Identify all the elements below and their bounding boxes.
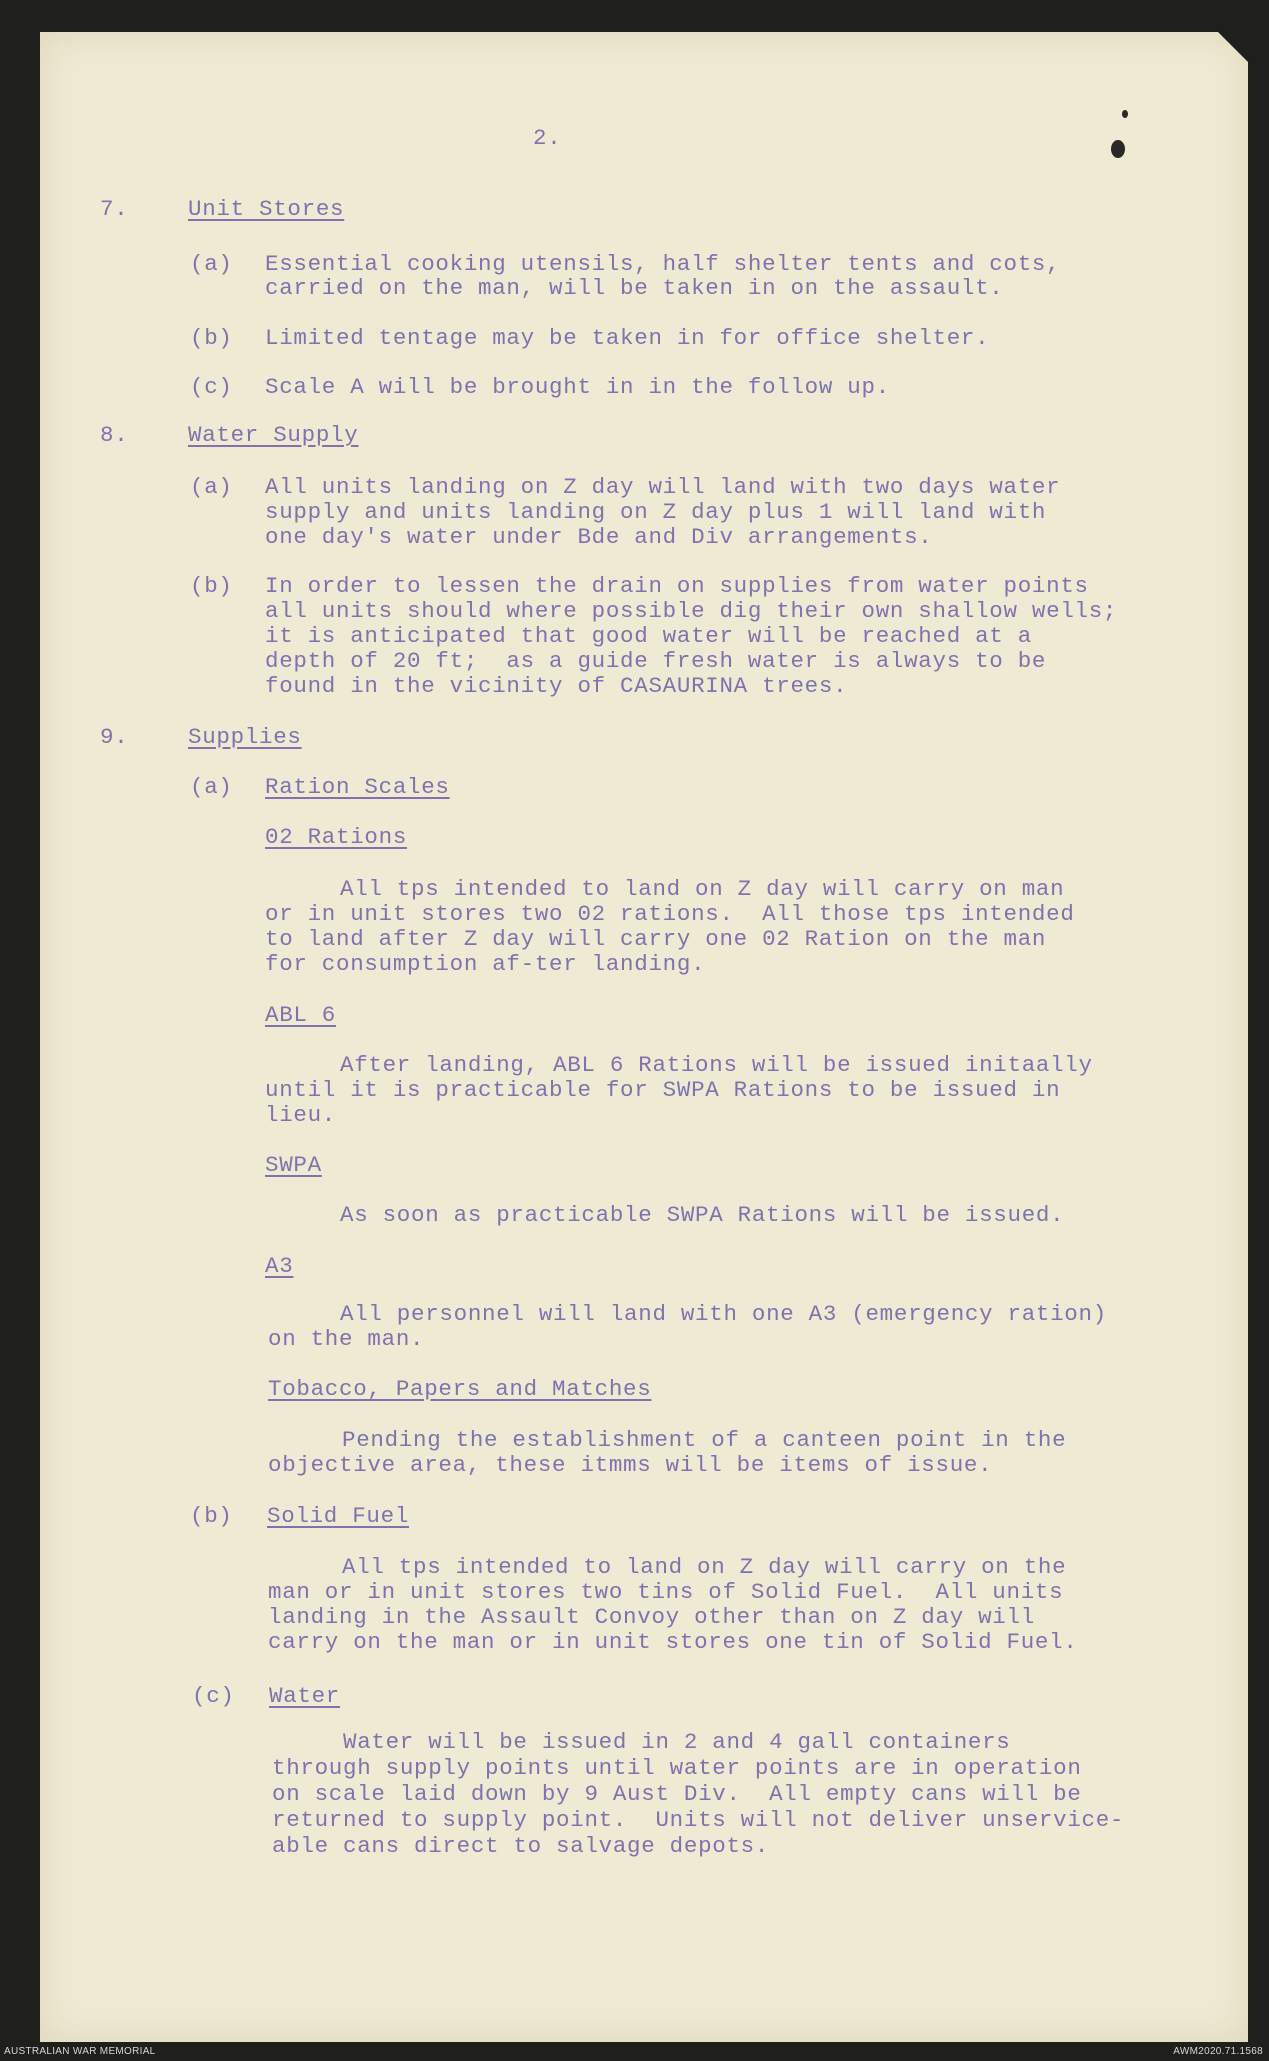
- s8-b-label: (b): [190, 573, 233, 599]
- s8-b-line: it is anticipated that good water will be reached at a: [265, 623, 1032, 649]
- o2-line: All tps intended to land on Z day will carry on man: [340, 876, 1065, 902]
- solid-fuel-line: man or in unit stores two tins of Solid Fuel. All units: [268, 1579, 1064, 1605]
- water-line: Water will be issued in 2 and 4 gall containers: [343, 1729, 1011, 1755]
- a3-line: All personnel will land with one A3 (emergency ration): [340, 1301, 1107, 1327]
- s8-b-line: found in the vicinity of CASAURINA trees.: [265, 673, 848, 699]
- swpa-line: As soon as practicable SWPA Rations will be issued.: [340, 1202, 1065, 1228]
- a3-line: on the man.: [268, 1326, 425, 1352]
- s9-c-label: (c): [192, 1683, 235, 1709]
- solid-fuel-line: landing in the Assault Convoy other than on Z day will: [268, 1604, 1035, 1630]
- s7-b-line: Limited tentage may be taken in for office shelter.: [265, 325, 990, 351]
- page-number: 2.: [533, 125, 562, 151]
- abl6-line: After landing, ABL 6 Rations will be issued initaally: [340, 1052, 1093, 1078]
- o2-line: or in unit stores two 02 rations. All those tps intended: [265, 901, 1075, 927]
- solid-fuel-line: All tps intended to land on Z day will carry on the: [342, 1554, 1067, 1580]
- s8-b-line: depth of 20 ft; as a guide fresh water is always to be: [265, 648, 1047, 674]
- s8-a-line: one day's water under Bde and Div arrangements.: [265, 524, 933, 550]
- footer-catalogue-id: AWM2020.71.1568: [1173, 2046, 1263, 2057]
- s8-b-line: all units should where possible dig their own shallow wells;: [265, 598, 1118, 624]
- water-line: returned to supply point. Units will not deliver unservice-: [272, 1807, 1125, 1833]
- punch-hole: [1111, 140, 1125, 158]
- s7-a-label: (a): [190, 251, 233, 277]
- solid-fuel-line: carry on the man or in unit stores one tin of Solid Fuel.: [268, 1629, 1078, 1655]
- tobacco-heading: Tobacco, Papers and Matches: [268, 1376, 652, 1402]
- section-9-heading: Supplies: [188, 724, 302, 750]
- water-line: through supply points until water points are in operation: [272, 1755, 1082, 1781]
- footer-archive-name: AUSTRALIAN WAR MEMORIAL: [4, 2046, 156, 2057]
- abl6-heading: ABL 6: [265, 1002, 337, 1028]
- o2-line: to land after Z day will carry one 02 Ration on the man: [265, 926, 1047, 952]
- tobacco-line: objective area, these itmms will be items of issue.: [268, 1452, 993, 1478]
- abl6-line: until it is practicable for SWPA Rations to be issued in: [265, 1077, 1061, 1103]
- section-8-heading: Water Supply: [188, 422, 359, 448]
- o2-rations-heading: 02 Rations: [265, 824, 408, 850]
- section-7-heading: Unit Stores: [188, 196, 345, 222]
- section-7-number: 7.: [100, 196, 129, 222]
- water-line: on scale laid down by 9 Aust Div. All empty cans will be: [272, 1781, 1082, 1807]
- solid-fuel-heading: Solid Fuel: [267, 1503, 410, 1529]
- o2-line: for consumption af-ter landing.: [265, 951, 706, 977]
- folded-corner: [1216, 30, 1250, 64]
- water-line: able cans direct to salvage depots.: [272, 1833, 770, 1859]
- s8-a-line: supply and units landing on Z day plus 1 will land with: [265, 499, 1047, 525]
- punch-hole-small: [1122, 110, 1128, 118]
- tobacco-line: Pending the establishment of a canteen point in the: [342, 1427, 1067, 1453]
- s9-b-label: (b): [190, 1503, 233, 1529]
- section-9-number: 9.: [100, 724, 129, 750]
- section-8-number: 8.: [100, 422, 129, 448]
- water-heading: Water: [269, 1683, 341, 1709]
- s9-a-heading: Ration Scales: [265, 774, 450, 800]
- s7-b-label: (b): [190, 325, 233, 351]
- s8-a-label: (a): [190, 474, 233, 500]
- swpa-heading: SWPA: [265, 1152, 322, 1178]
- s9-a-label: (a): [190, 774, 233, 800]
- s7-c-label: (c): [190, 374, 233, 400]
- s8-a-line: All units landing on Z day will land with two days water: [265, 474, 1061, 500]
- a3-heading: A3: [265, 1253, 294, 1279]
- s7-a-line: carried on the man, will be taken in on the assault.: [265, 275, 1004, 301]
- s8-b-line: In order to lessen the drain on supplies from water points: [265, 573, 1089, 599]
- s7-c-line: Scale A will be brought in in the follow up.: [265, 374, 890, 400]
- s7-a-line: Essential cooking utensils, half shelter tents and cots,: [265, 251, 1061, 277]
- abl6-line: lieu.: [265, 1102, 337, 1128]
